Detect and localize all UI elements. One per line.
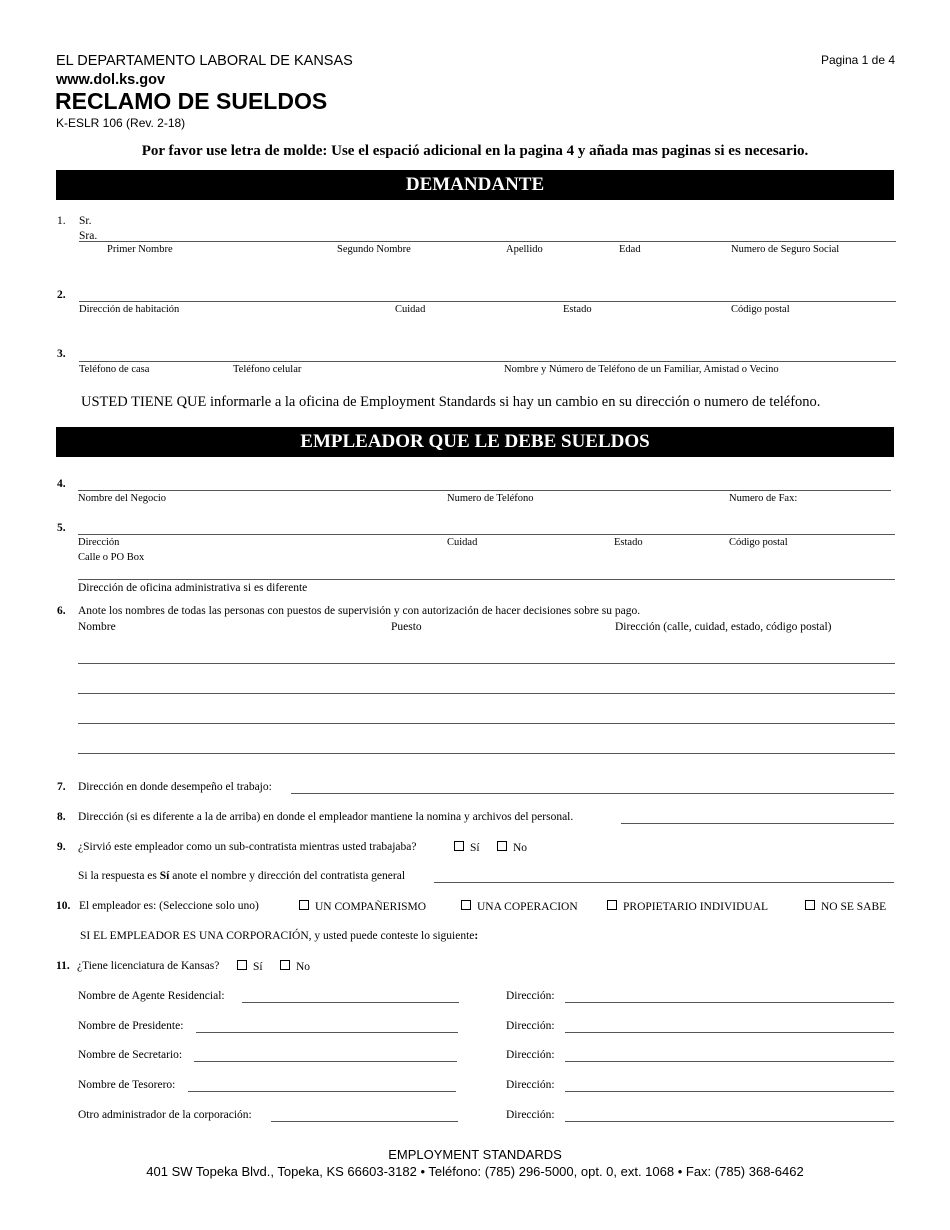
officer-name-field[interactable] <box>188 1091 456 1092</box>
q11-yes-checkbox[interactable] <box>237 960 263 973</box>
q9-general-contractor-field[interactable] <box>434 882 894 883</box>
officer-address-label: Dirección: <box>506 1049 555 1061</box>
q8-payroll-address-field[interactable] <box>621 823 894 824</box>
label-first-name: Primer Nombre <box>107 244 173 255</box>
q10-option-sole-proprietor[interactable] <box>607 900 768 913</box>
q1-salutation-mrs: Sra. <box>79 230 98 242</box>
q10-option-label: PROPIETARIO INDIVIDUAL <box>623 901 769 913</box>
label-state: Estado <box>563 304 592 315</box>
q6-col-address: Dirección (calle, cuidad, estado, código postal) <box>615 621 832 633</box>
q11-number: 11. <box>56 960 70 972</box>
section-heading-employer: EMPLEADOR QUE LE DEBE SUELDOS <box>56 427 894 457</box>
q8-number: 8. <box>57 811 66 823</box>
q2-address-field[interactable] <box>79 301 896 302</box>
label-admin-office-address: Dirección de oficina administrativa si es diferente <box>78 582 308 594</box>
q6-text: Anote los nombres de todas las personas con puestos de supervisión y con autorización de hacer decisiones sobre su pago. <box>78 605 641 617</box>
q8-text: Dirección (si es diferente a la de arriba) en donde el empleador mantiene la nomina y archivos del personal. <box>78 811 574 823</box>
label-employer-zip: Código postal <box>729 537 788 548</box>
officer-address-field[interactable] <box>565 1061 894 1062</box>
footer-contact: 401 SW Topeka Blvd., Topeka, KS 66603-3182 • Teléfono: (785) 296-5000, opt. 0, ext. 1068 • Fax: (785) 368-6462 <box>146 1164 804 1179</box>
officer-address-field[interactable] <box>565 1032 894 1033</box>
q11-no-checkbox[interactable] <box>280 960 310 973</box>
officer-address-label: Dirección: <box>506 1079 555 1091</box>
label-employer-city: Cuidad <box>447 537 478 548</box>
officer-name-field[interactable] <box>242 1002 459 1003</box>
q1-salutation-mr: Sr. <box>79 215 92 227</box>
q7-work-address-field[interactable] <box>291 793 894 794</box>
agency-name: EL DEPARTAMENTO LABORAL DE KANSAS <box>56 53 353 69</box>
q9-no-label: No <box>513 842 528 854</box>
q10-number: 10. <box>56 900 71 912</box>
q9-yes-checkbox[interactable] <box>454 841 480 854</box>
page-number: Pagina 1 de 4 <box>820 53 895 67</box>
officer-label: Nombre de Secretario: <box>78 1049 183 1061</box>
officer-address-field[interactable] <box>565 1121 894 1122</box>
form-title: RECLAMO DE SUELDOS <box>55 88 328 114</box>
label-business-phone: Numero de Teléfono <box>447 493 534 504</box>
label-employer-address: Dirección <box>78 537 120 548</box>
q6-col-position: Puesto <box>391 621 422 633</box>
q1-number: 1. <box>57 215 66 227</box>
label-age: Edad <box>619 244 641 255</box>
label-home-address: Dirección de habitación <box>79 304 180 315</box>
officer-label: Nombre de Tesorero: <box>78 1079 176 1091</box>
q9-number: 9. <box>57 841 66 853</box>
q10-option-corporation[interactable] <box>461 900 578 913</box>
officer-label: Nombre de Presidente: <box>78 1020 184 1032</box>
label-cell-phone: Teléfono celular <box>233 364 302 375</box>
q9-no-checkbox[interactable] <box>497 841 527 854</box>
q10-option-partnership[interactable] <box>299 900 426 913</box>
q5-number: 5. <box>57 522 66 534</box>
officer-address-label: Dirección: <box>506 990 555 1002</box>
corporation-note: SI EL EMPLEADOR ES UNA CORPORACIÓN, y usted puede conteste lo siguiente: <box>80 930 479 942</box>
q3-number: 3. <box>57 348 66 360</box>
q9-yes-label: Sí <box>470 842 480 854</box>
q11-yes-label: Sí <box>253 961 263 973</box>
officer-label: Nombre de Agente Residencial: <box>78 990 225 1002</box>
officer-label: Otro administrador de la corporación: <box>78 1109 252 1121</box>
label-ssn: Numero de Seguro Social <box>731 244 840 255</box>
q7-number: 7. <box>57 781 66 793</box>
label-city: Cuidad <box>395 304 426 315</box>
section-heading-claimant: DEMANDANTE <box>56 170 894 200</box>
q10-option-label: UNA COPERACION <box>477 901 578 913</box>
agency-url: www.dol.ks.gov <box>56 72 166 88</box>
footer-office: EMPLOYMENT STANDARDS <box>388 1147 562 1162</box>
q6-supervisor-row[interactable] <box>78 723 895 724</box>
q11-text: ¿Tiene licenciatura de Kansas? <box>77 960 220 972</box>
label-zip: Código postal <box>731 304 790 315</box>
label-business-fax: Numero de Fax: <box>729 493 798 504</box>
label-business-name: Nombre del Negocio <box>78 493 167 504</box>
label-last-name: Apellido <box>506 244 543 255</box>
q9-text: ¿Sirvió este empleador como un sub-contratista mientras usted trabajaba? <box>78 841 417 853</box>
instructions: Por favor use letra de molde: Use el espació adicional en la pagina 4 y añada mas paginas si es necesario. <box>141 143 809 159</box>
q4-number: 4. <box>57 478 66 490</box>
label-middle-name: Segundo Nombre <box>337 244 411 255</box>
officer-address-label: Dirección: <box>506 1020 555 1032</box>
q2-number: 2. <box>57 289 66 301</box>
q10-option-label: UN COMPAÑERISMO <box>315 901 427 913</box>
q9-followup: Si la respuesta es Sí anote el nombre y dirección del contratista general <box>78 870 406 882</box>
q4-business-field[interactable] <box>78 490 891 491</box>
q10-option-label: NO SE SABE <box>821 901 887 913</box>
q1-name-field[interactable] <box>79 241 896 242</box>
q6-supervisor-row[interactable] <box>78 693 895 694</box>
q6-col-name: Nombre <box>78 621 116 633</box>
officer-address-label: Dirección: <box>506 1109 555 1121</box>
officer-address-field[interactable] <box>565 1091 894 1092</box>
label-contact-person: Nombre y Número de Teléfono de un Familiar, Amistad o Vecino <box>504 364 779 375</box>
officer-name-field[interactable] <box>196 1032 458 1033</box>
address-change-notice: USTED TIENE QUE informarle a la oficina de Employment Standards si hay un cambio en su dirección o numero de teléfono. <box>81 394 821 410</box>
officer-address-field[interactable] <box>565 1002 894 1003</box>
q6-supervisor-row[interactable] <box>78 753 895 754</box>
label-employer-state: Estado <box>614 537 643 548</box>
q3-phone-field[interactable] <box>79 361 896 362</box>
q10-option-unknown[interactable] <box>805 900 886 913</box>
label-street-po-box: Calle o PO Box <box>78 552 145 563</box>
form-code: K-ESLR 106 (Rev. 2-18) <box>56 116 186 130</box>
officer-name-field[interactable] <box>194 1061 457 1062</box>
officer-name-field[interactable] <box>271 1121 458 1122</box>
q10-text: El empleador es: (Seleccione solo uno) <box>79 900 259 912</box>
label-home-phone: Teléfono de casa <box>79 364 150 375</box>
q7-text: Dirección en donde desempeño el trabajo: <box>78 781 272 793</box>
q6-number: 6. <box>57 605 66 617</box>
q5-address-field[interactable] <box>78 534 895 535</box>
q11-no-label: No <box>296 961 311 973</box>
q5-admin-address-field[interactable] <box>78 579 895 580</box>
q6-supervisor-row[interactable] <box>78 663 895 664</box>
